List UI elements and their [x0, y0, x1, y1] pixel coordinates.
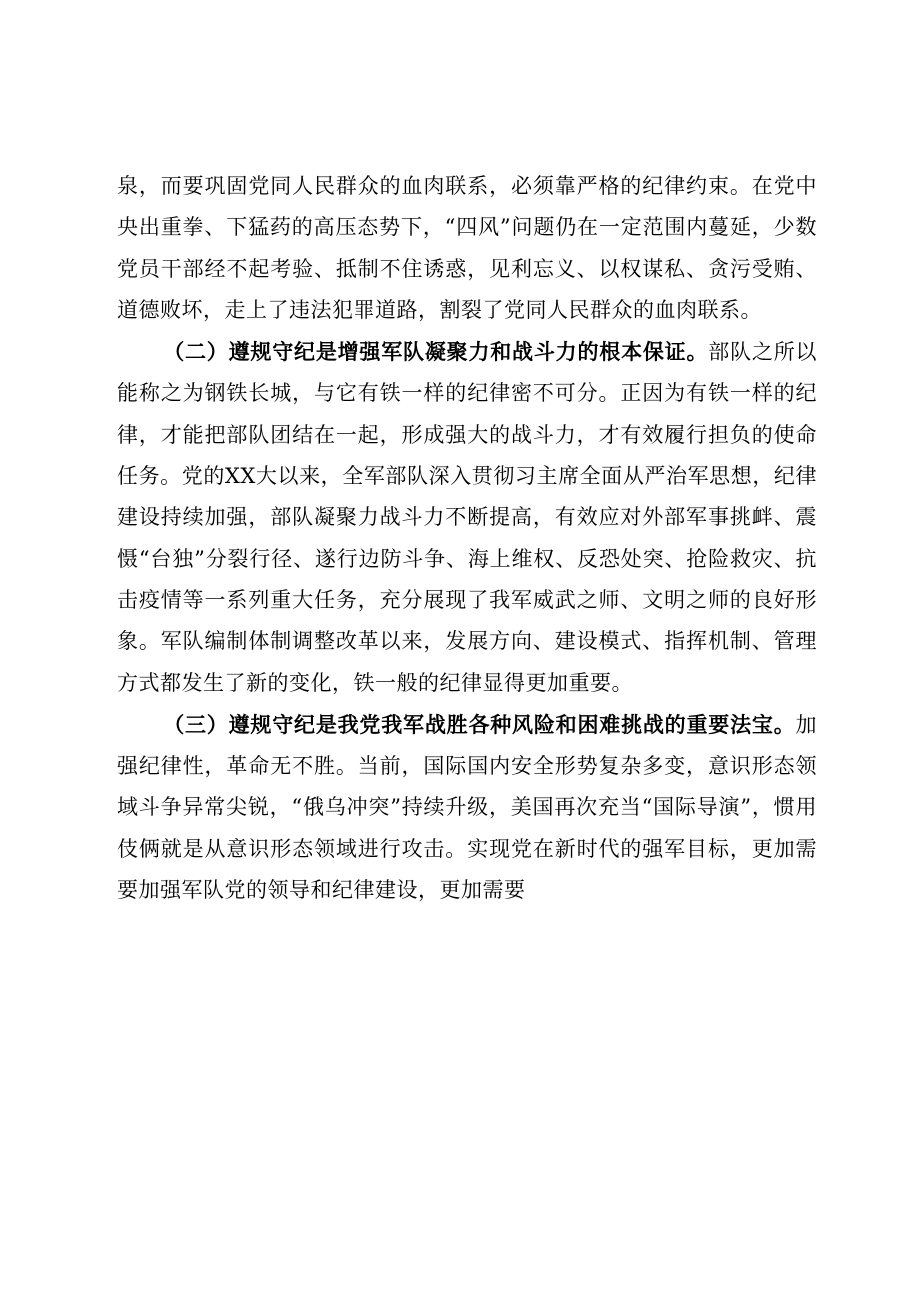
document-page	[117, 166, 817, 911]
paragraph-1-text: 泉，而要巩固党同人民群众的血肉联系，必须靠严格的纪律约束。在党中央出重拳、下猛药的高压态势下，“四风”问题仍在一定范围内蔓延，少数党员干部经不起考验、抵制不住诱惑，见利忘义、以权谋私、贪污受贿、道德败坏，走上了违法犯罪道路，割裂了党同人民群众的血肉联系。	[117, 174, 817, 322]
section-3-heading: （三）遵规守纪是我党我军战胜各种风险和困难挑战的重要法宝。	[163, 711, 796, 737]
section-2-heading: （二）遵规守纪是增强军队凝聚力和战斗力的根本保证。	[163, 339, 709, 365]
section-3-text: 加强纪律性，革命无不胜。当前，国际国内安全形势复杂多变，意识形态领域斗争异常尖锐，“俄乌冲突”持续升级，美国再次充当“国际导演”，惯用伎俩就是从意识形态领域进行攻击。实现党在新时代的强军目标，更加需要加强军队党的领导和纪律建设，更加需要	[117, 712, 817, 903]
section-2-text: 部队之所以能称之为钢铁长城，与它有铁一样的纪律密不可分。正因为有铁一样的纪律，才能把部队团结在一起，形成强大的战斗力，才有效履行担负的使命任务。党的XX大以来，全军部队深入贯彻习主席全面从严治军思想，纪律建设持续加强，部队凝聚力战斗力不断提高，有效应对外部军事挑衅、震慑“台独”分裂行径、遂行边防斗争、海上维权、反恐处突、抢险救灾、抗击疫情等一系列重大任务，充分展现了我军威武之师、文明之师的良好形象。军队编制体制调整改革以来，发展方向、建设模式、指挥机制、管理方式都发生了新的变化，铁一般的纪律显得更加重要。	[117, 340, 818, 695]
paragraph-continuation	[117, 166, 817, 331]
paragraph-section-3	[117, 704, 817, 911]
paragraph-section-2	[117, 331, 817, 704]
